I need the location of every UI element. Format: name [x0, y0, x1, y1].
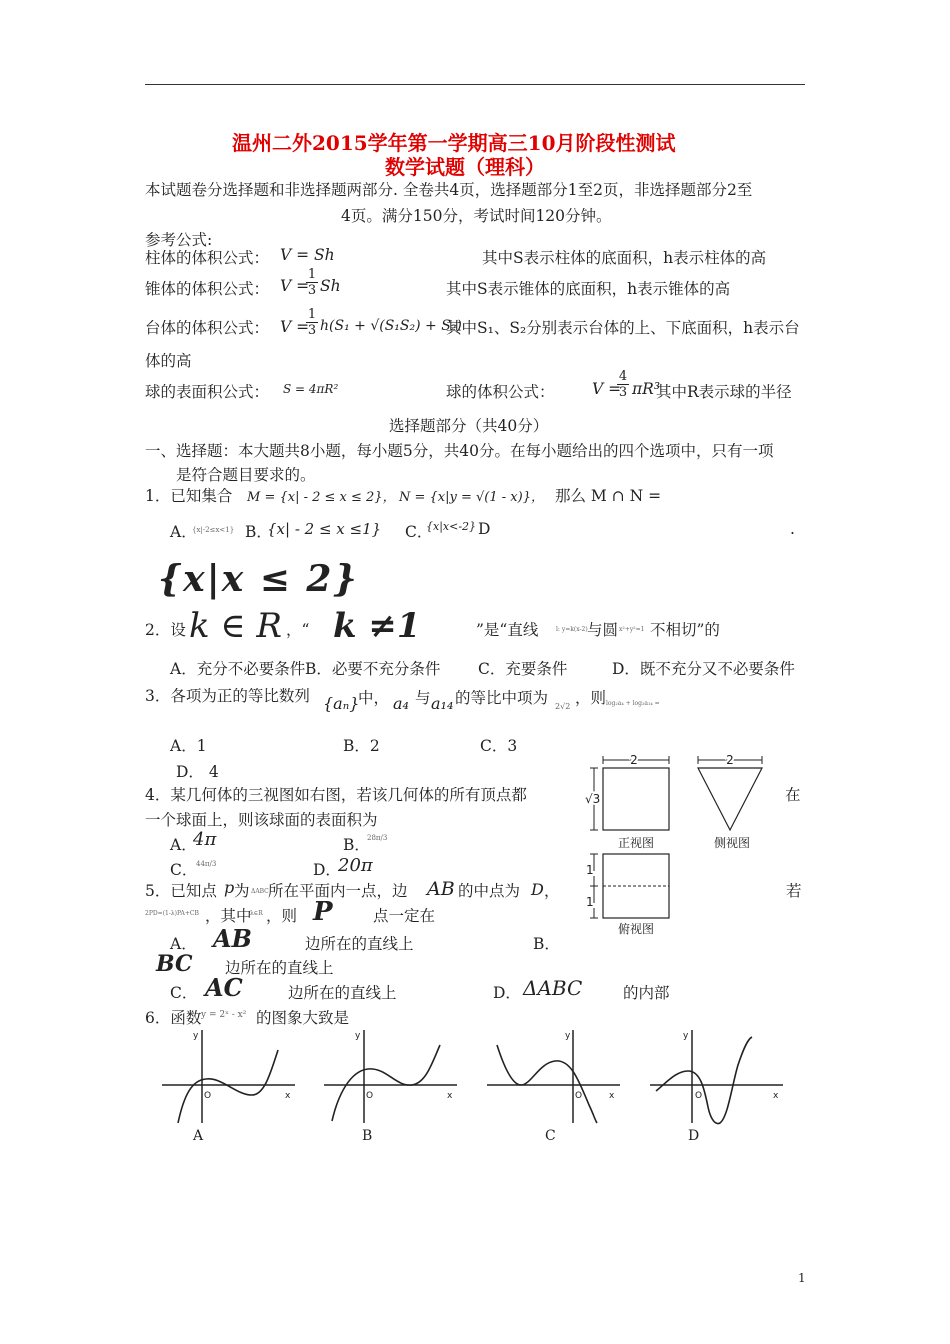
q5-optD-label: D． [493, 984, 521, 1002]
q3-expr: log₂a₄ + log₂a₁₄ = [606, 700, 660, 707]
q4-line-2: 一个球面上，则该球面的表面积为 [145, 811, 378, 829]
q2-with-circle: 与圆 [587, 621, 619, 639]
q5-optC-sym: AC [205, 973, 243, 1002]
q2-k-in-r: k ∈ R [189, 606, 282, 646]
q3-seq: {aₙ} [323, 694, 360, 713]
origin-label: O [366, 1091, 374, 1101]
q4-optD-label: D． [313, 861, 341, 879]
q3-mid2: 的等比中项为 [455, 689, 549, 707]
q3-mid1: 中， [358, 689, 390, 707]
sphere-vol-fraction [617, 369, 629, 400]
page-subtitle: 数学试题（理科） [385, 155, 545, 179]
q4-optB: 28π/3 [367, 834, 388, 842]
frustum-label: 台体的体积公式： [145, 319, 270, 337]
side-view [698, 768, 762, 830]
q5-d: D [531, 880, 544, 899]
q5-tri: ΔABC [251, 888, 269, 895]
q4-optA-label: A． [170, 836, 197, 854]
q5-mid2: 所在平面内一点，边 [268, 882, 408, 900]
q6-option-label-c: C [545, 1128, 556, 1144]
sphere-vol-lhs: V = [592, 380, 622, 398]
frustum-rhs: h(S₁ + √(S₁S₂) + S₂) [320, 318, 462, 334]
q1-set-m: M = {x| - 2 ≤ x ≤ 2}， [247, 490, 396, 505]
q3-optC: C．3 [480, 737, 518, 755]
page-number: 1 [798, 1271, 806, 1285]
q1-optA-label: A． [170, 523, 197, 541]
sphere-vol-num: 4 [618, 369, 628, 384]
curve-b [332, 1045, 440, 1121]
q6-graph-a [160, 1025, 300, 1125]
frustum-fraction [306, 307, 318, 338]
q4-optC: 44π/3 [196, 860, 217, 868]
q6-option-label-b: B [362, 1128, 373, 1144]
sphere-vol-rhs: πR³ [632, 380, 661, 398]
q5-optC-text: 边所在的直线上 [288, 984, 397, 1002]
q5-ab: AB [427, 878, 455, 900]
q1-optB-label: B． [245, 523, 272, 541]
q5-lambda: λ∈R [250, 910, 263, 917]
formula-heading: 参考公式: [145, 231, 213, 249]
section-instr-2: 是符合题目要求的。 [176, 466, 316, 484]
cone-rhs: Sh [320, 277, 341, 295]
q5-condition: 2PD=(1-λ)PA+CB [145, 910, 199, 917]
frustum-note-2: 体的高 [145, 352, 192, 370]
sphere-area-formula: S = 4πR² [283, 382, 339, 396]
frustum-den: 3 [307, 323, 317, 338]
q6-option-label-d: D [688, 1128, 700, 1144]
q6-func: y = 2ˣ - x² [201, 1010, 247, 1020]
sphere-vol-label: 球的体积公式： [446, 383, 555, 401]
q3-pre: 3．各项为正的等比数列 [145, 687, 310, 705]
q4-optD: 20π [338, 855, 373, 876]
y-axis-label: y [683, 1031, 689, 1041]
q5-optA-text: 边所在的直线上 [305, 935, 414, 953]
x-axis-label: x [285, 1091, 291, 1101]
q6-graph-b [322, 1025, 462, 1125]
side-width-label: 2 [726, 753, 734, 767]
q2-circle-eq: x²+y²=1 [619, 626, 645, 633]
q1-optC: {x|x<-2} [426, 520, 477, 533]
q3-a4: a₄ [393, 694, 409, 713]
q1-optD-label: D [478, 520, 491, 538]
q5-mid3: 的中点为 [458, 882, 521, 900]
q2-optA: A．充分不必要条件 [170, 660, 306, 678]
q3-with: 与 [415, 689, 431, 707]
q5-mid1: 为 [234, 882, 250, 900]
q5-pre: 5．已知点 [145, 882, 217, 900]
q3-then: ，则 [575, 689, 607, 707]
q2-tail: 不相切”的 [650, 621, 720, 639]
top-height-2-label: 1 [586, 895, 594, 909]
q5-optD-text: 的内部 [623, 984, 670, 1002]
origin-label: O [695, 1091, 703, 1101]
q1-optB: {x| - 2 ≤ x ≤1} [267, 520, 382, 538]
section-instr-1: 一、选择题：本大题共8小题，每小题5分，共40分。在每小题给出的四个选项中，只有一项 [145, 442, 774, 460]
cone-label: 锥体的体积公式： [145, 280, 270, 298]
q5-optC-label: C． [170, 984, 198, 1002]
q3-optD: D． 4 [176, 763, 219, 781]
front-view-label: 正视图 [617, 835, 655, 850]
q5-tail: 点一定在 [373, 907, 436, 925]
cone-num: 1 [307, 267, 317, 282]
q1-set-n: N = {x|y = √(1 - x)}， [399, 490, 544, 505]
q1-optD-formula: {x|x ≤ 2} [158, 558, 359, 600]
q1-dot: . [790, 520, 795, 538]
q3-value: 2√2 [555, 702, 571, 711]
prism-note: 其中S表示柱体的底面积，h表示柱体的高 [482, 249, 767, 267]
curve-a [178, 1050, 278, 1123]
q3-optA: A．1 [170, 737, 207, 755]
q6-option-label-a: A [193, 1128, 204, 1144]
frustum-num: 1 [307, 307, 317, 322]
q2-optD: D．既不充分又不必要条件 [612, 660, 795, 678]
front-width-label: 2 [630, 753, 638, 767]
x-axis-label: x [773, 1091, 779, 1101]
section-title: 选择题部分（共40分） [389, 417, 549, 435]
q5-optA-label: A． [170, 935, 197, 953]
side-view-label: 侧视图 [713, 835, 751, 850]
x-axis-label: x [609, 1091, 615, 1101]
q6-pre: 6．函数 [145, 1009, 202, 1027]
q1-optA: {x|-2≤x<1} [192, 526, 235, 534]
q5-ze: ，则 [266, 907, 298, 925]
q2-optC: C．充要条件 [478, 660, 568, 678]
q6-graph-d [648, 1025, 788, 1125]
q5-optB-label: B． [533, 935, 560, 953]
q1-tail: 那么 M ∩ N = [555, 487, 662, 505]
sphere-area-label: 球的表面积公式： [145, 383, 270, 401]
q5-p: p [224, 878, 235, 897]
q1-stem: 1．已知集合 [145, 487, 233, 505]
three-view-diagram [580, 750, 780, 940]
q6-tail: 的图象大致是 [256, 1009, 350, 1027]
intro-line-2: 4页。满分150分，考试时间120分钟。 [341, 207, 612, 225]
frustum-lhs: V = [280, 318, 310, 336]
q5-comma: ， [544, 882, 560, 900]
frustum-note: 其中S₁、S₂分别表示台体的上、下底面积，h表示台 [446, 319, 800, 337]
q2-optB: B．必要不充分条件 [305, 660, 441, 678]
origin-label: O [575, 1091, 583, 1101]
prism-label: 柱体的体积公式： [145, 249, 270, 267]
cone-den: 3 [307, 283, 317, 298]
top-view-label: 俯视图 [617, 921, 655, 936]
y-axis-label: y [193, 1031, 199, 1041]
q1-optC-label: C． [405, 523, 433, 541]
q5-optA-sym: AB [213, 924, 252, 953]
q3-optB: B．2 [343, 737, 380, 755]
sphere-note: 其中R表示球的半径 [656, 383, 792, 401]
q5-qizhong: ，其中 [205, 907, 252, 925]
q4-line-1-tail: 在 [785, 786, 801, 804]
q5-ruo: 若 [786, 882, 802, 900]
q3-a14: a₁₄ [431, 694, 454, 713]
q4-optB-label: B． [343, 836, 370, 854]
origin-label: O [204, 1091, 212, 1101]
page-title: 温州二外2015学年第一学期高三10月阶段性测试 [232, 131, 676, 155]
q2-pre: 2．设 [145, 621, 186, 639]
cone-lhs: V = [280, 277, 310, 295]
y-axis-label: y [355, 1031, 361, 1041]
q4-optC-label: C． [170, 861, 198, 879]
curve-d [656, 1037, 752, 1123]
q4-line-1: 4．某几何体的三视图如右图，若该几何体的所有顶点都 [145, 786, 527, 804]
y-axis-label: y [565, 1031, 571, 1041]
q2-comma: ，“ [286, 621, 310, 639]
sphere-vol-den: 3 [618, 385, 628, 400]
prism-formula: V = Sh [280, 246, 335, 264]
top-rule [145, 84, 805, 85]
q5-optB-text: 边所在的直线上 [225, 959, 334, 977]
q2-k-ne-1: k ≠1 [333, 606, 421, 646]
front-view [603, 768, 669, 830]
q5-optD-sym: ΔABC [523, 976, 583, 1000]
q2-line-eq: l: y=k(x-2) [556, 626, 588, 633]
cone-note: 其中S表示锥体的底面积，h表示锥体的高 [446, 280, 731, 298]
intro-line-1: 本试题卷分选择题和非选择题两部分. 全卷共4页，选择题部分1至2页，非选择题部分2至 [145, 181, 753, 199]
q5-P: P [313, 897, 333, 927]
top-height-1-label: 1 [586, 863, 594, 877]
q2-mid: ”是“直线 [476, 621, 539, 639]
q4-optA: 4π [193, 829, 217, 850]
front-height-label: √3 [585, 792, 601, 806]
q5-optB-sym: BC [156, 951, 193, 977]
cone-fraction [306, 267, 318, 298]
q6-graph-c [485, 1025, 625, 1125]
curve-c [497, 1045, 597, 1123]
x-axis-label: x [447, 1091, 453, 1101]
